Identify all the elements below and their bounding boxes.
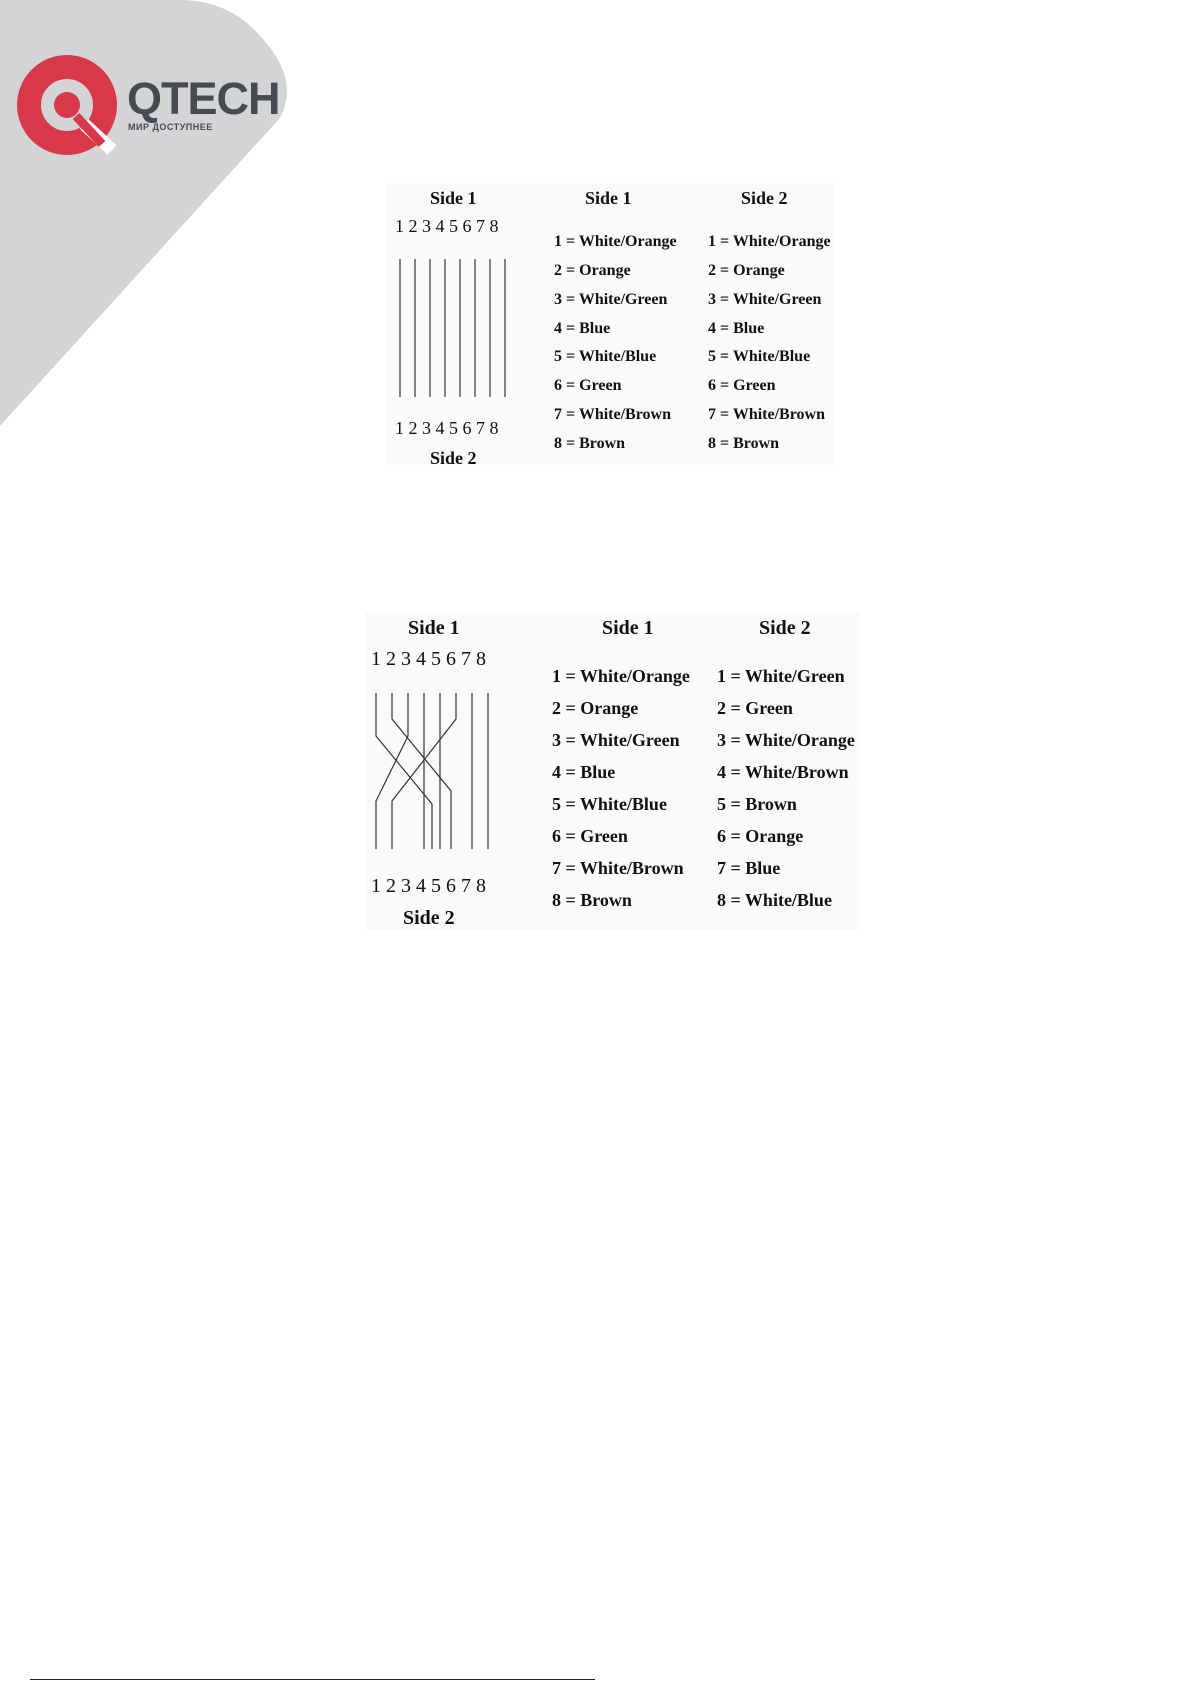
side1-row: 8 = Brown: [554, 435, 626, 452]
crossover-wiring-figure: [365, 612, 860, 930]
crossover-wires-diagram: [365, 689, 505, 859]
side1-row: 7 = White/Brown: [552, 858, 684, 878]
wire-2: [392, 693, 451, 849]
side1-row: 3 = White/Green: [552, 730, 680, 750]
straight-through-wiring-figure: [385, 183, 835, 468]
diagram-top-pins: 1 2 3 4 5 6 7 8: [371, 648, 486, 670]
side2-row: 8 = White/Blue: [717, 890, 832, 910]
side2-row: 7 = Blue: [717, 858, 781, 878]
side2-row: 6 = Green: [708, 377, 776, 394]
diagram-bottom-pins: 1 2 3 4 5 6 7 8: [371, 875, 486, 897]
straight-wires-diagram: [385, 255, 515, 405]
side1-row: 5 = White/Blue: [552, 794, 667, 814]
side2-row: 1 = White/Green: [717, 666, 845, 686]
qtech-logo: [14, 52, 294, 162]
diagram-bottom-label: Side 2: [403, 907, 455, 929]
qtech-logo-icon: [14, 52, 124, 162]
side2-row: 7 = White/Brown: [708, 406, 825, 423]
diagram-bottom-pins: 1 2 3 4 5 6 7 8: [395, 418, 499, 438]
side1-row: 5 = White/Blue: [554, 348, 657, 365]
diagram-top-pins: 1 2 3 4 5 6 7 8: [395, 216, 499, 236]
side2-column-header: Side 2: [759, 617, 811, 639]
side1-row: 6 = Green: [552, 826, 628, 846]
brand-name: QTECH: [127, 73, 280, 124]
side1-column-header: Side 1: [602, 617, 654, 639]
side1-row: 1 = White/Orange: [552, 666, 690, 686]
side2-row: 4 = Blue: [708, 320, 765, 337]
side2-row: 5 = Brown: [717, 794, 797, 814]
side2-row: 8 = Brown: [708, 435, 780, 452]
footer-rule: [30, 1679, 595, 1680]
side2-row: 1 = White/Orange: [708, 233, 831, 250]
side1-row: 7 = White/Brown: [554, 406, 671, 423]
side2-row: 3 = White/Green: [708, 291, 822, 308]
brand-tagline: МИР ДОСТУПНЕЕ: [128, 122, 213, 132]
side1-row: 2 = Orange: [552, 698, 639, 718]
side1-row: 2 = Orange: [554, 262, 631, 279]
side2-row: 2 = Green: [717, 698, 793, 718]
side1-row: 3 = White/Green: [554, 291, 668, 308]
side2-row: 5 = White/Blue: [708, 348, 811, 365]
diagram-top-label: Side 1: [408, 617, 460, 639]
side1-row: 4 = Blue: [552, 762, 616, 782]
side1-row: 4 = Blue: [554, 320, 611, 337]
diagram-top-label: Side 1: [430, 188, 477, 208]
side2-row: 3 = White/Orange: [717, 730, 855, 750]
side2-row: 6 = Orange: [717, 826, 804, 846]
side1-row: 6 = Green: [554, 377, 622, 394]
side2-row: 4 = White/Brown: [717, 762, 849, 782]
side2-row: 2 = Orange: [708, 262, 785, 279]
side2-column-header: Side 2: [741, 188, 788, 208]
side1-column-header: Side 1: [585, 188, 632, 208]
side1-row: 1 = White/Orange: [554, 233, 677, 250]
side1-row: 8 = Brown: [552, 890, 632, 910]
diagram-bottom-label: Side 2: [430, 448, 477, 468]
